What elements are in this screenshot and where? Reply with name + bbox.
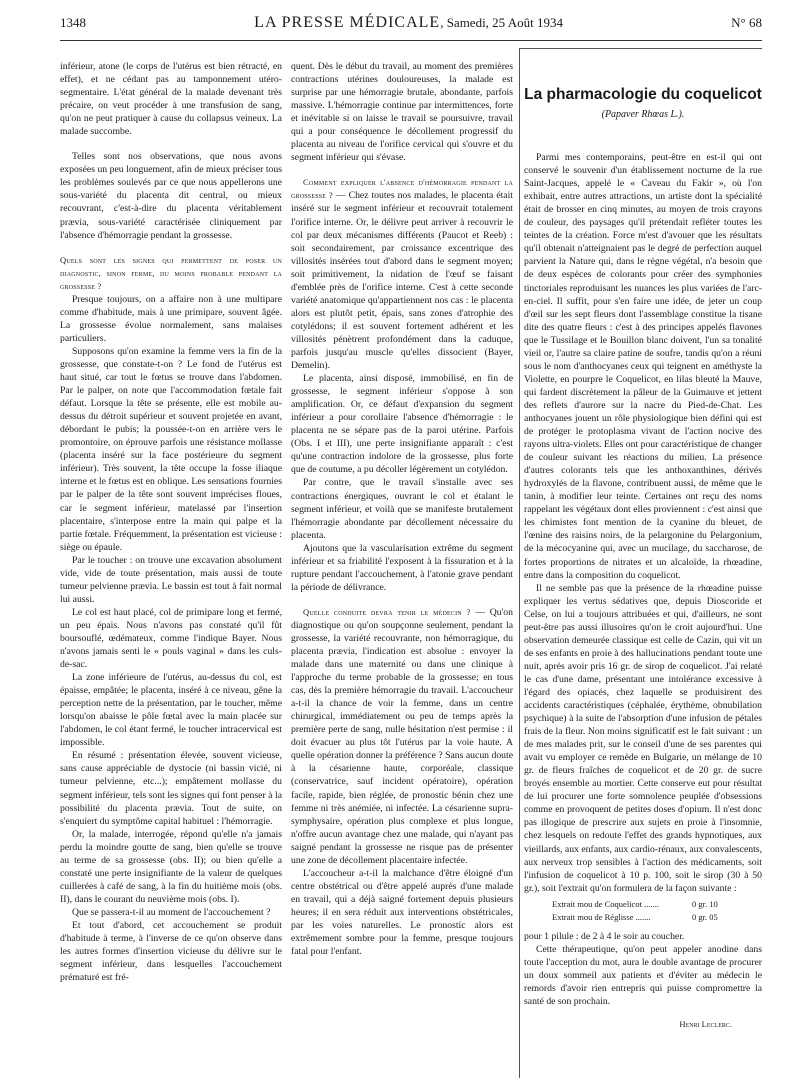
paragraph: Ajoutons que la vascularisation extrême du segment inférieur et sa friabilité l'exposent à la fissuration et à la rupture pendant l'accouchement, à l'atonie grave pendant la période de délivrance.	[291, 542, 513, 593]
paragraph: Supposons qu'on examine la femme vers la fin de la grossesse, que constate-t-on ? Le fond de l'utérus est haut situé, car tout le fœtus se trouve dans l'abdomen. Par le palper, on note que l'accommodation fœtale fait défaut. Lorsque la tête se présente, elle est mobile au-dessus du détroit supérieur et souvent projetée en avant, débordant le pubis; la poussée-t-on en arrière vers le promontoire, on éprouve parfois une résistance mollasse (placenta inséré sur la face postérieure du segment inférieur). Très souvent, la tête occupe la fosse iliaque interne et le fœtus est en oblique. Les sensations fournies par le palper de la tête sont souvent imprécises floues, car le segment inférieur, matelassé par l'insertion placentaire, s'interpose entre la main qui palpe et la partie fœtale. Fréquemment, la présentation est vicieuse : siège ou épaule.	[60, 345, 282, 553]
column-1	[60, 60, 282, 1075]
page-number: 1348	[60, 15, 86, 30]
paragraph: Il ne semble pas que la présence de la rhœadine puisse expliquer les vertus sédatives que, depuis Dioscoride et Celse, on lui a toujours attribuées et qui, d'ailleurs, ne sont peut-être pas aussi illusoires qu'on le croit aujourd'hui. Une observation demeurée classique est celle de Cazin, qui vit un de ses enfants en proie à des hallucinations pendant toute une nuit, après avoir pris 16 gr. de sirop de coquelicot. J'ai relaté le cas d'une dame, présentant une intolérance excessive à l'égard des opiacés, chez laquelle se produisirent des accidents caractéristiques (céphalée, érythème, obnubilation psychique) à la suite de l'absorption d'une infusion de pétales frais de la fleur. Non moins significatif est le fait suivant : un de mes malades prit, sur le conseil d'une de ses parentes qui avait vu employer ce remède en Bulgarie, un mélange de 10 gr. de fleurs fraîches de coquelicot et de 20 gr. de sucre broyés ensemble au mortier. Cette conserve eut pour résultat de lui procurer une forte somnolence peuplée d'obsessions comme en provoquent de petites doses d'opium. Il n'est donc pas illogique de prescrire aux sujets en proie à l'insomnie, chez lesquels on redoute l'effet des grands hypnotiques, aux vieillards, aux enfants, aux cardio-rénaux, aux convalescents, aux nerveux trop sensibles à l'action des médicaments, soit l'infusion de coquelicot à 10 p. 100, soit le sirop (30 à 50 gr.), soit l'extrait qu'on formulera de la façon suivante :	[524, 582, 762, 894]
section-heading: Quelle conduite devra tenir le médecin ?	[303, 606, 471, 617]
paragraph: La zone inférieure de l'utérus, au-dessus du col, est épaisse, empâtée; le placenta, inséré à ce niveau, gêne la perception nette de la présentation, par le toucher, même lorsqu'on abaisse le pôle fœtal avec la main placée sur l'abdomen, le col étant fermé, le toucher intracervical est impossible.	[60, 672, 282, 749]
article-box-top-rule	[519, 48, 762, 49]
paragraph: pour 1 pilule : de 2 à 4 le soir au coucher.	[524, 930, 685, 942]
paragraph: — Qu'on diagnostique ou qu'on soupçonne seulement, pendant la grossesse, la variété recouvrante, non hémorragique, du placenta prævia, l'indication est absolue : envoyer la malade dans une maternité ou dans une clinique à l'approche du terme probable de la grossesse; en tous cas, dès la première hémorragie du travail. L'accoucheur a-t-il la chance de voir la femme, dans un centre chirurgical, immédiatement ou peu de temps après la première perte de sang, nulle hésitation n'est permise : il doit évacuer au plus tôt l'utérus par la voie haute. A quelle opération donner la préférence ? Sans aucun doute à la césarienne haute, corporéale, classique (conservatrice, sauf incident opératoire), opération facile, rapide, bien réglée, de pronostic bénin chez une femme ni très anémiée, ni infectée. La césarienne supra-symphysaire, opération plus complexe et plus longue, n'offre aucun avantage chez une malade, qui n'ayant pas saigné pendant la grossesse ne risque pas de présenter une zone de décollement placentaire infectée.	[291, 606, 513, 866]
paragraph: — Chez toutes nos malades, le placenta était inséré sur le segment inférieur et recouvrait totalement l'orifice interne. Or, le délivre peut arriver à recouvrir le col par deux mécanismes différents (Paucot et Reeb) : soit secondairement, par croissance excentrique des villosités insérées tout d'abord dans le segment moyen; soit primitivement, la nidation de l'œuf se faisant d'emblée près de l'orifice interne. C'est à cette seconde variété anatomique qu'appartiennent nos cas : le placenta alors est plutôt petit, épais, sans zones d'atrophie des cotylédons; il est souvent fortement adhérent et les villosités pénètrent profondément dans la caduque, parfois jusqu'au muscle qu'elles dissocient (Bayer, Demelin).	[291, 190, 513, 372]
formula-ingredient: Extrait mou de Coquelicot .......	[552, 898, 659, 909]
paragraph: inférieur, atone (le corps de l'utérus est bien rétracté, en effet), et ne cédant pas au tamponnement utéro-segmentaire. L'état général de la malade devenant très précaire, on veut procéder à une transfusion de sang, qu'on ne peut pratiquer à cause du collapsus veineux. La malade succombe.	[60, 61, 282, 138]
paragraph: Presque toujours, on a affaire non à une multipare comme d'habitude, mais à une primipare, souvent âgée. La grossesse évolue normalement, sans malaises particuliers.	[60, 293, 282, 344]
paragraph: quent. Dès le début du travail, au moment des premières contractions utérines douloureuses, la malade est surprise par une hémorragie brutale, abondante, parfois massive. L'hémorragie continue par intermittences, forte et inévitable si on laisse le travail se poursuivre, travail qui a pour conséquence le décollement progressif du placenta au niveau de l'orifice cervical qui s'ouvre et du segment inférieur qui s'évase.	[291, 61, 513, 164]
prescription-formula	[552, 898, 762, 924]
paragraph: Le placenta, ainsi disposé, immobilisé, en fin de grossesse, le segment inférieur s'oppose à son amplification. Or, ce défaut d'expansion du segment inférieur a pour corollaire l'absence d'hémorragie : le placenta ne se sépare pas de la paroi utérine. Parfois (Obs. I et III), une perte insignifiante apparaît : c'est qu'une contraction indolore de la grossesse, plus forte que de coutume, a pu décoller légèrement un cotylédon.	[291, 373, 513, 476]
paragraph: L'accoucheur a-t-il la malchance d'être éloigné d'un centre obstétrical ou d'être appelé auprès d'une malade en travail, qui a déjà saigné fortement depuis plusieurs heures; il en sera réduit aux interventions obstétricales, par les voies naturelles. Le pronostic alors est extrêmement sombre pour la femme, presque toujours fatal pour l'enfant.	[291, 867, 513, 958]
section-heading: Quels sont les signes qui permettent de poser un diagnostic, sinon ferme, du moins probable pendant la grossesse ?	[60, 254, 282, 291]
paragraph: Par contre, que le travail s'installe avec ses contractions énergiques, ouvrant le col et étalant le segment inférieur, et voilà que se manifeste brutalement l'hémorragie abondante par décollement nécessaire du placenta.	[291, 477, 513, 541]
issue-number: N° 68	[731, 15, 762, 30]
paragraph: Et tout d'abord, cet accouchement se produit d'habitude à terme, à l'inverse de ce qu'on observe dans les autres formes d'insertion vicieuse du délivre sur le segment inférieur, dans lesquelles l'accouchement prématuré est fré-	[60, 920, 282, 984]
section-heading: Comment expliquer l'absence d'hémorragie pendant la grossesse ?	[291, 177, 513, 201]
paragraph: En résumé : présentation élevée, souvent vicieuse, sans cause appréciable de dystocie (ni bassin vicié, ni tumeur pelvienne, etc...); empâtement mollasse du segment inférieur, tels sont les signes qui font penser à la possibilité du placenta prævia. Tout de suite, on s'enquiert du symptôme capital habituel : l'hémorragie.	[60, 750, 282, 827]
column-3-article	[524, 60, 762, 1075]
formula-dose: 0 gr. 05	[692, 911, 718, 922]
paragraph: Parmi mes contemporains, peut-être en est-il qui ont conservé le souvenir d'un établissement nocturne de la rue Saint-Jacques, appelé le « Caveau du Fakir », où l'on exhibait, entre autres attractions, un artiste dont la spécialité était de brosser en cinq minutes, au moyen de trois crayons de couleur, des paysages qu'il prétendait refléter toutes les teintes de la création. Force m'est d'avouer que les résultats qu'il obtenait n'atteignaient pas le degré de perfection auquel parvient la Nature qui, dans le règne végétal, n'a besoin que de deux espèces de colorants pour créer des symphonies tinctoriales reproduisant les nuances les plus variées de l'arc-en-ciel. Il suffit, pour s'en faire une idée, de jeter un coup d'œil sur les sept fleurs dont l'assemblage constitue la tisane dite des quatre fleurs : c'est à des principes appelés flavones que le Tussilage et le Bouillon blanc doivent, l'un sa tonalité vieil or, l'autre sa claire patine de soufre, tandis qu'on a réuni sous le nom d'anthocyanes ceux qui teignent en améthyste la Violette, en pourpre le Coquelicot, en lilas bleuté la Mauve, qui fardent discrètement la pâleur de la Guimauve et jettent des reflets d'aurore sur la nacre du Pied-de-Chat. Les anthocyanes jouent un rôle physiologique bien défini qui est de protéger le protoplasma vivant de l'action nocive des rayons ultra-violets. Elles ont pour caractéristique de changer de couleur suivant les réactions du milieu. La présence d'autres colorants tels que les anthoxanthines, dérivés hydroxylés de la flavone, contribuent aussi, de même que le tanin, à modifier leur teinte. Certaines ont reçu des noms rappelant les végétaux dont elles proviennent : c'est ainsi que les chimistes font mention de la cyanine du bleuet, de l'œnine des raisins noirs, de la pelargonine du Pelargonium, de la mécocyanine qui, avec un mucilage, du saccharose, de fortes proportions de nitrates et un alcaloïde, la rhœadine, entre dans la composition du coquelicot.	[524, 152, 762, 581]
column-divider	[519, 48, 520, 1078]
formula-dose: 0 gr. 10	[692, 898, 718, 909]
paragraph: Telles sont nos observations, que nous avons exposées un peu longuement, afin de mieux préciser tous les problèmes soulevés par ce que nous appellerons une sous-variété du placenta dit central, ou mieux recouvrant, c'est-à-dire du placenta véritablement prævia, sous-variété caractérisée cliniquement par l'absence d'hémorragie pendant la grossesse.	[60, 151, 282, 241]
column-2	[291, 60, 513, 1075]
header-rule	[60, 40, 762, 41]
paragraph: Or, la malade, interrogée, répond qu'elle n'a jamais perdu la moindre goutte de sang, bien qu'elle se trouve au terme de sa grossesse (obs. II); ou bien qu'elle a constaté une perte insignifiante de la valeur de quelques cuillerées à café de sang, à la fin du huitième mois (obs. II), dans le courant du neuvième mois (obs. I).	[60, 828, 282, 905]
paragraph: Par le toucher : on trouve une excavation absolument vide, vide de toute présentation, mais aussi de toute tumeur pelvienne prævia. Le bassin est tout à fait normal lui aussi.	[60, 554, 282, 605]
paragraph: Le col est haut placé, col de primipare long et fermé, un peu épais. Nous n'avons pas constaté qu'il fût boursouflé, œdémateux, comme l'indique Bayer. Nous n'avons jamais senti le « pouls vaginal » dans les culs-de-sac.	[60, 606, 282, 671]
article-title: La pharmacologie du coquelicot	[524, 86, 762, 103]
formula-ingredient: Extrait mou de Réglisse .......	[552, 911, 651, 922]
formula-line	[552, 898, 762, 911]
running-title	[254, 14, 563, 32]
issue-date: , Samedi, 25 Août 1934	[440, 15, 563, 30]
formula-line	[552, 911, 762, 924]
page-header	[60, 14, 762, 36]
paragraph: Cette thérapeutique, qu'on peut appeler anodine dans toute l'acception du mot, aura le double avantage de procurer un doux sommeil aux patients et d'éviter au médecin le remords d'avoir rien entrepris qui puisse compromettre la santé de son prochain.	[524, 943, 762, 1008]
paragraph: Que se passera-t-il au moment de l'accouchement ?	[72, 906, 271, 918]
article-subtitle: (Papaver Rhœas L.).	[601, 109, 685, 120]
author-signature: Henri Leclerc.	[679, 1019, 732, 1030]
journal-name: LA PRESSE MÉDICALE	[254, 14, 441, 31]
